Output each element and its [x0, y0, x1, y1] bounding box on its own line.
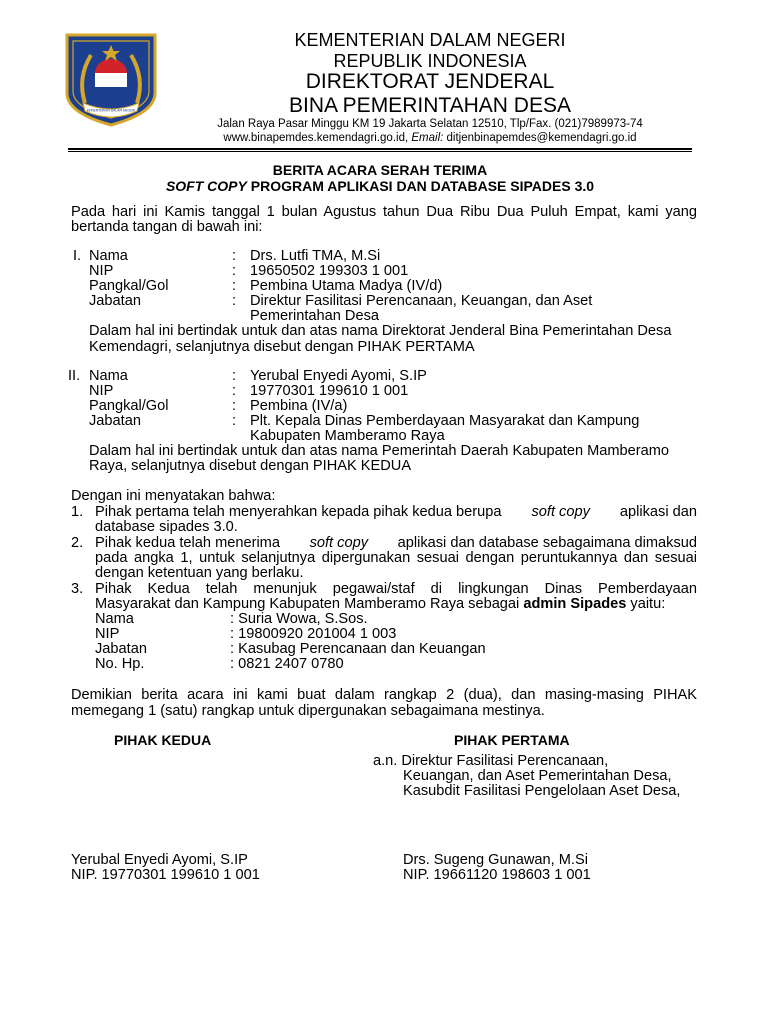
statement-item2-line2: pada angka 1, untuk selanjutnya dipergunakan sesuai dengan peruntukannya dan sesuai	[95, 550, 697, 566]
party-one-rank: Pembina Utama Madya (IV/d)	[250, 278, 443, 294]
kemendagri-logo	[65, 33, 157, 127]
statement-lead: Dengan ini menyatakan bahwa:	[71, 488, 276, 504]
header-rule-thin	[68, 151, 692, 152]
header-address: Jalan Raya Pasar Minggu KM 19 Jakarta Selatan 12510, Tlp/Fax. (021)7989973-74	[217, 118, 643, 130]
statement-item2-text-b: aplikasi dan database sebagaimana dimaksud	[397, 535, 697, 551]
signature-right-heading: PIHAK PERTAMA	[454, 732, 570, 748]
admin-phone: : 0821 2407 0780	[230, 656, 344, 672]
party-two-label-nip: NIP	[89, 383, 114, 399]
admin-label-name: Nama	[95, 611, 134, 627]
signature-right-name: Drs. Sugeng Gunawan, M.Si	[403, 852, 588, 868]
admin-name: : Suria Wowa, S.Sos.	[230, 611, 368, 627]
party-one-colon: :	[232, 293, 237, 309]
party-two-colon: :	[232, 413, 237, 429]
admin-position: : Kasubag Perencanaan dan Keuangan	[230, 641, 486, 657]
signature-left-name: Yerubal Enyedi Ayomi, S.IP	[71, 852, 248, 868]
statement-item2-text-a: Pihak kedua telah menerima	[95, 535, 280, 551]
party-two-position: Plt. Kepala Dinas Pemberdayaan Masyarakat dan Kampung	[250, 413, 640, 429]
closing-line1: Demikian berita acara ini kami buat dalam rangkap 2 (dua), dan masing-masing PIHAK	[71, 687, 697, 703]
party-one-note-2: Kemendagri, selanjutnya disebut dengan PIHAK PERTAMA	[89, 339, 475, 355]
closing-line2: memegang 1 (satu) rangkap untuk dipergunakan sebagaimana mestinya.	[71, 703, 545, 719]
statement-item3-number: 3.	[71, 581, 84, 597]
intro-line2: bertanda tangan di bawah ini:	[71, 219, 263, 235]
party-two-colon: :	[232, 368, 237, 384]
header-bina: BINA PEMERINTAHAN DESA	[288, 94, 571, 117]
admin-label-phone: No. Hp.	[95, 656, 145, 672]
party-two-rank: Pembina (IV/a)	[250, 398, 348, 414]
doc-title: BERITA ACARA SERAH TERIMA	[272, 162, 488, 178]
statement-item1-text-a: Pihak pertama telah menyerahkan kepada pihak kedua berupa	[95, 504, 502, 520]
header-republic: REPUBLIK INDONESIA	[333, 51, 527, 71]
statement-item2-line3: dengan ketentuan yang berlaku.	[95, 565, 304, 581]
signature-left-nip: NIP. 19770301 199610 1 001	[71, 867, 260, 883]
statement-item1-number: 1.	[71, 504, 84, 520]
signature-right-an3: Kasubdit Fasilitasi Pengelolaan Aset Desa,	[403, 783, 681, 799]
header-contacts	[170, 131, 690, 145]
party-two-label-position: Jabatan	[89, 413, 141, 429]
header-email-label: Email:	[411, 132, 444, 144]
doc-subtitle	[68, 178, 692, 194]
intro-line1: Pada hari ini Kamis tanggal 1 bulan Agustus tahun Dua Ribu Dua Puluh Empat, kami yang	[71, 204, 697, 220]
party-one-position-cont: Pemerintahan Desa	[250, 308, 379, 324]
party-two-colon: :	[232, 383, 237, 399]
statement-item3-bold: admin Sipades	[523, 596, 627, 612]
party-one-label-rank: Pangkal/Gol	[89, 278, 169, 294]
signature-right-an: a.n. Direktur Fasilitasi Perencanaan,	[373, 753, 609, 769]
signature-left-heading: PIHAK KEDUA	[114, 732, 212, 748]
party-one-colon: :	[232, 263, 237, 279]
signature-right-nip: NIP. 19661120 198603 1 001	[403, 867, 591, 883]
party-two-note-2: Raya, selanjutnya disebut dengan PIHAK KEDUA	[89, 458, 412, 474]
party-two-position-cont: Kabupaten Mamberamo Raya	[250, 428, 445, 444]
statement-item1-italic: soft copy	[531, 504, 590, 520]
statement-item1-text-b: aplikasi dan	[619, 504, 697, 520]
party-two-note-1: Dalam hal ini bertindak untuk dan atas nama Pemerintah Daerah Kabupaten Mamberamo	[89, 443, 670, 459]
admin-label-nip: NIP	[95, 626, 120, 642]
party-two-name: Yerubal Enyedi Ayomi, S.IP	[250, 368, 427, 384]
party-one-colon: :	[232, 248, 237, 264]
logo-ribbon-text: KEMENTERIAN DALAM NEGERI	[86, 108, 136, 113]
statement-item1-line1	[95, 505, 697, 520]
party-one-label-position: Jabatan	[89, 293, 141, 309]
party-one-position: Direktur Fasilitasi Perencanaan, Keuangan, dan Aset	[250, 293, 593, 309]
party-two-nip: 19770301 199610 1 001	[250, 383, 409, 399]
statement-item3-line2	[95, 597, 697, 612]
statement-item3-text-b: yaitu:	[630, 596, 666, 612]
admin-nip: : 19800920 201004 1 003	[230, 626, 397, 642]
party-one-name: Drs. Lutfi TMA, M.Si	[250, 248, 381, 264]
header-email[interactable]: ditjenbinapemdes@kemendagri.go.id	[446, 132, 637, 144]
header-website[interactable]: www.binapemdes.kemendagri.go.id,	[223, 132, 409, 144]
header-directorate: DIREKTORAT JENDERAL	[305, 70, 555, 93]
party-two-colon: :	[232, 398, 237, 414]
header-rule-thick	[68, 148, 692, 150]
admin-label-position: Jabatan	[95, 641, 147, 657]
doc-subtitle-rest: PROGRAM APLIKASI DAN DATABASE SIPADES 3.0	[250, 178, 595, 194]
header-ministry: KEMENTERIAN DALAM NEGERI	[294, 30, 566, 50]
statement-item3-text-a: Masyarakat dan Kampung Kabupaten Mamberamo Raya sebagai	[95, 596, 520, 612]
signature-right-an2: Keuangan, dan Aset Pemerintahan Desa,	[403, 768, 672, 784]
party-one-label-nip: NIP	[89, 263, 114, 279]
party-one-number: I.	[73, 248, 82, 264]
statement-item2-number: 2.	[71, 535, 84, 551]
party-one-label-name: Nama	[89, 248, 128, 264]
party-one-note-1: Dalam hal ini bertindak untuk dan atas nama Direktorat Jenderal Bina Pemerintahan Desa	[89, 323, 672, 339]
statement-item1-line2: database sipades 3.0.	[95, 519, 238, 535]
statement-item3-line1: Pihak Kedua telah menunjuk pegawai/staf di lingkungan Dinas Pemberdayaan	[95, 581, 697, 597]
party-one-colon: :	[232, 278, 237, 294]
party-two-number: II.	[68, 368, 81, 384]
statement-item2-italic: soft copy	[309, 535, 368, 551]
doc-subtitle-italic: SOFT COPY	[165, 178, 247, 194]
party-two-label-rank: Pangkal/Gol	[89, 398, 169, 414]
party-two-label-name: Nama	[89, 368, 128, 384]
statement-item2-line1	[95, 536, 697, 551]
party-one-nip: 19650502 199303 1 001	[250, 263, 409, 279]
